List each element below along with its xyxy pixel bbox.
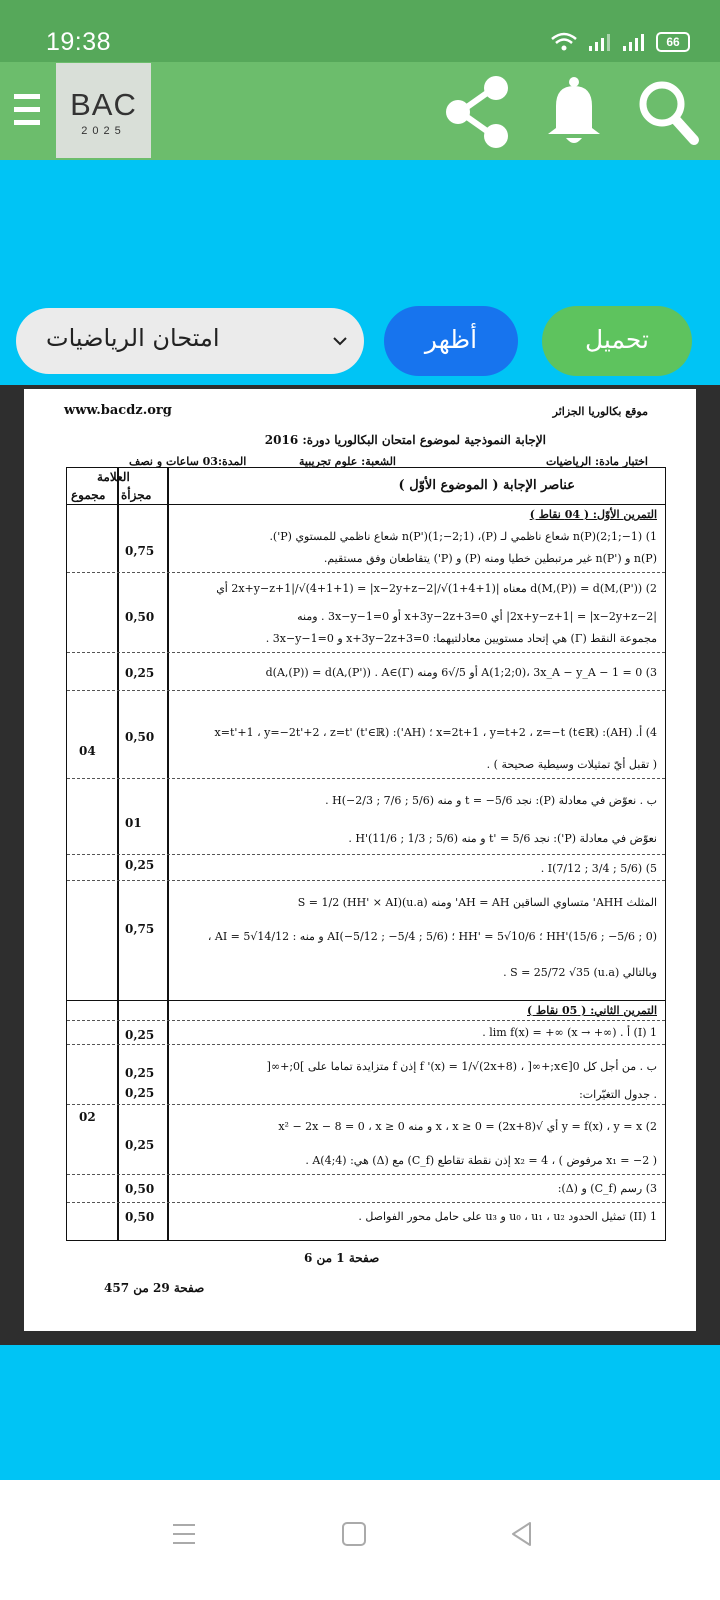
row-mark: 0,25 [125,1138,155,1152]
answer-table [66,467,666,1241]
row-divider [67,880,665,881]
table-divider [67,1000,665,1001]
row-mark: 0,50 [125,610,155,624]
exam-select[interactable] [16,308,364,374]
app-logo[interactable] [56,63,151,158]
row-line: 2) y = f(x) ، y = x أي √(2x+8) = x ، x ≥ 0 و منه x² − 2x − 8 = 0 ، x ≥ 0 [278,1120,657,1133]
chevron-down-icon [332,336,348,346]
row-line: 4) أ. (AH): x=2t+1 ، y=t+2 ، z=−t (t∈ℝ) ؛ (AH'): x=t'+1 ، y=−2t'+2 ، z=t' (t'∈ℝ) [214,726,657,739]
row-divider [67,572,665,573]
col-answer: عناصر الإجابة ( الموضوع الأوّل ) [398,478,575,493]
ad-banner-bottom [0,1345,720,1480]
row-divider [67,854,665,855]
row-line: مجموعة النقط (Γ) هي إتحاد مستويين معادلتيهما: x+3y−2z+3=0 و 3x−y−1=0 . [265,632,657,645]
row-mark: 0,50 [125,1182,155,1196]
row-mark: 0,25 [125,666,155,680]
search-icon[interactable] [636,78,700,146]
row-line: I) 1) أ . lim f(x) = +∞ (x → +∞) . [482,1026,657,1039]
exercise-title: التمرين الثاني: ( 05 نقاط ) [527,1004,657,1017]
row-line: 1) n(P)(2;1;−1) شعاع ناظمي لـ (P)، n(P')(1;−2;1) شعاع ناظمي للمستوي (P'). [269,530,657,543]
row-line: 2) d(M,(P)) = d(M,(P')) معناه |2x+y−z+1|/√(4+1+1) = |x−2y+z−2|/√(1+4+1) أي [216,582,657,595]
row-divider [67,1202,665,1203]
row-line: n(P) و n(P') غير مرتبطين خطيا ومنه (P) و (P') يتقاطعان وفق مستقيم. [323,552,657,565]
document-page[interactable] [24,389,696,1331]
row-mark: 0,25 [125,1028,155,1042]
logo-title: BAC [70,87,137,122]
row-mark: 0,50 [125,1210,155,1224]
row-line: 5) I(7/12 ; 3/4 ; 5/6) . [540,862,657,875]
page-footer: صفحة 1 من 6 [304,1251,380,1265]
row-line: وبالتالي S = 25/72 √35 (u.a) . [503,966,657,979]
signal-icon [622,32,646,52]
site-name: موقع بكالوريا الجزائر [552,405,648,418]
row-line: II) 1) تمثيل الحدود u₀ ، u₁ ، u₂ و u₃ على حامل محور الفواصل . [358,1210,657,1223]
status-time: 19:38 [46,28,112,56]
row-divider [67,778,665,779]
system-nav-bar [0,1480,720,1600]
exercise-title: التمرين الأوّل: ( 04 نقاط ) [529,508,657,521]
logo-year: 2025 [81,125,126,137]
row-divider [67,1104,665,1105]
exam-select-value: امتحان الرياضيات [46,324,220,352]
row-line: المثلث AHH' متساوي الساقين AH = AH' ومنه S = 1/2 (HH' × AI)(u.a) [297,896,657,909]
row-line: . جدول التغيّرات: [579,1088,657,1101]
app-bar [0,62,720,160]
status-icons [550,32,690,52]
table-divider [67,504,665,505]
battery-level: 66 [666,35,680,49]
total-ex1: 04 [79,744,96,758]
download-button[interactable]: تحميل [542,306,692,376]
row-line: ( تقبل أيّ تمثيلات وسيطية صحيحة ) . [486,758,657,771]
row-line: 3) A(1;2;0)، 3x_A − y_A − 1 = 0 أو 5/√6 ومنه d(A,(P)) = d(A,(P')) . A∈(Γ) [265,666,657,679]
nav-home-icon[interactable] [340,1520,368,1548]
row-mark: 0,75 [125,922,155,936]
row-divider [67,690,665,691]
page-counter: صفحة 29 من 457 [104,1281,205,1295]
bell-icon[interactable] [546,76,602,146]
col-part: مجزأة [121,488,152,502]
row-line: 3) رسم (C_f) و (Δ): [557,1182,657,1195]
row-mark: 0,25 [125,858,155,872]
doc-subject: اختبار مادة: الرياضيات [545,455,648,468]
menu-icon[interactable] [14,90,42,130]
row-line: نعوّض في معادلة (P'): نجد t' = 5/6 و منه H'(11/6 ; 1/3 ; 5/6) . [348,832,657,845]
battery-icon [656,32,690,52]
row-mark: 0,25 [125,1086,155,1100]
row-line: |2x+y−z+1| = |x−2y+z−2| أي x+3y−2z+3=0 أو 3x−y−1=0 . ومنه [297,610,657,623]
doc-heading: الإجابة النموذجية لموضوع امتحان البكالوريا دورة: 2016 [264,433,546,447]
row-mark: 0,75 [125,544,155,558]
signal-icon [588,32,612,52]
doc-branch: الشعبة: علوم تجريبية [299,455,396,468]
row-line: HH'(15/6 ; −5/6 ; 0) ؛ HH' = 5√10/6 ؛ AI(−5/12 ; −5/4 ; 5/6) و منه : AI = 5√14/12 ، [207,930,657,943]
row-line: ب . من أجل كل x∈]0;+∞[ ، f '(x) = 1/√(2x+8) إذن f متزايدة تماما على ]0;+∞[ [266,1060,657,1073]
site-link[interactable]: www.bacdz.org [64,403,172,418]
share-icon[interactable] [444,74,512,150]
col-total: مجموع [71,488,106,502]
row-divider [67,652,665,653]
row-divider [67,1020,665,1021]
show-button[interactable]: أظهر [384,306,518,376]
nav-back-icon[interactable] [508,1520,536,1548]
row-divider [67,1174,665,1175]
wifi-icon [550,32,578,52]
col-grade: العلامة [97,470,130,484]
row-mark: 01 [125,816,142,830]
row-divider [67,1044,665,1045]
nav-menu-icon[interactable] [170,1520,198,1548]
row-mark: 0,50 [125,730,155,744]
doc-duration: المدة:03 ساعات و نصف [129,455,247,468]
status-bar [0,0,720,62]
row-line: ( x₁ = −2 مرفوض ) ، x₂ = 4 إذن نقطة تقاطع (C_f) مع (Δ) هي: A(4;4) . [305,1154,657,1167]
row-line: ب . نعوّض في معادلة (P): نجد t = −5/6 و منه H(−2/3 ; 7/6 ; 5/6) . [325,794,657,807]
row-mark: 0,25 [125,1066,155,1080]
total-ex2: 02 [79,1110,96,1124]
